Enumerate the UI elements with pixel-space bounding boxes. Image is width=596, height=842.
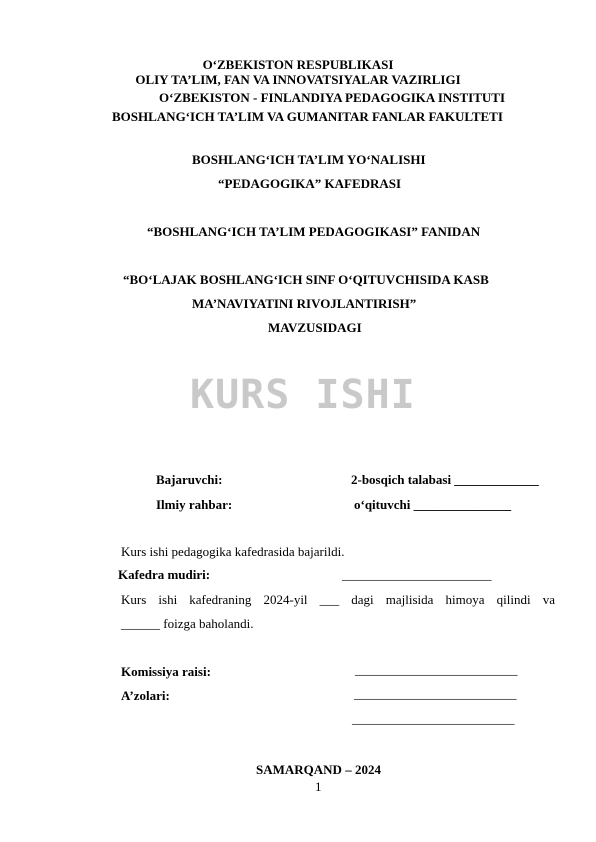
- completed-statement: Kurs ishi pedagogika kafedrasida bajarildi.: [121, 544, 345, 559]
- supervisor-value: o‘qituvchi _______________: [354, 497, 512, 512]
- commission-member-line-1: _________________________: [354, 686, 517, 701]
- institute-name: O‘ZBEKISTON - FINLANDIYA PEDAGOGIKA INSTITUTI: [159, 90, 506, 105]
- defense-statement: Kurs ishi kafedraning 2024-yil ___ dagi majlisida himoya qilindi va: [121, 592, 555, 607]
- work-type-title: KURS ISHI: [190, 372, 416, 418]
- supervisor-label: Ilmiy rahbar:: [156, 497, 233, 512]
- city-year: SAMARQAND – 2024: [256, 762, 381, 777]
- head-of-dept-label: Kafedra mudiri:: [118, 567, 211, 582]
- topic-line-3: MAVZUSIDAGI: [268, 320, 362, 335]
- head-of-dept-signature-line: _______________________: [342, 567, 492, 582]
- ministry-country: O‘ZBEKISTON RESPUBLIKASI: [202, 57, 394, 72]
- ministry-name: OLIY TA’LIM, FAN VA INNOVATSIYALAR VAZIRLIGI: [135, 72, 461, 87]
- topic-line-2: MA’NAVIYATINI RIVOJLANTIRISH”: [192, 296, 417, 311]
- page-number: 1: [315, 779, 322, 794]
- performer-value: 2-bosqich talabasi _____________: [351, 472, 539, 487]
- topic-line-1: “BO‘LAJAK BOSHLANG‘ICH SINF O‘QITUVCHISIDA KASB: [123, 272, 489, 287]
- direction-name: BOSHLANG‘ICH TA’LIM YO‘NALISHI: [192, 152, 426, 167]
- faculty-name: BOSHLANG‘ICH TA’LIM VA GUMANITAR FANLAR FAKULTETI: [112, 109, 503, 124]
- subject-name: “BOSHLANG‘ICH TA’LIM PEDAGOGIKASI” FANIDAN: [147, 224, 481, 239]
- commission-chair-label: Komissiya raisi:: [121, 664, 211, 679]
- commission-chair-line: _________________________: [355, 662, 518, 677]
- commission-member-line-2: _________________________: [352, 711, 515, 726]
- performer-label: Bajaruvchi:: [156, 472, 223, 487]
- grade-statement: ______ foizga baholandi.: [121, 616, 254, 631]
- department-name: “PEDAGOGIKA” KAFEDRASI: [218, 176, 402, 191]
- commission-members-label: A’zolari:: [121, 688, 170, 703]
